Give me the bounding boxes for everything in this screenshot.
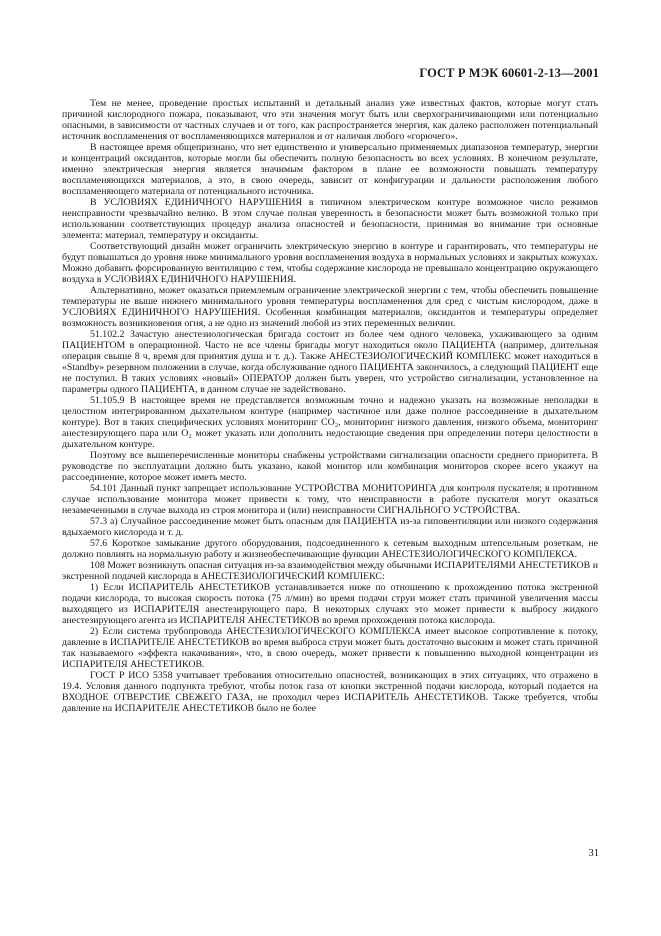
paragraph: 108 Может возникнуть опасная ситуация из-за взаимодействия между обычными ИСПАРИТЕЛЯМИ АНЕСТЕТИКОВ и экстренной подачей кислорода в АНЕСТЕЗИОЛОГИЧЕСКИЙ КОМПЛЕКС: bbox=[62, 560, 598, 582]
paragraph: Тем не менее, проведение простых испытаний и детальный анализ уже известных фактов, которые могут стать причиной кислородного пожара, показывают, что эти значения могут быть или сверхограничивающими или потенциально опасными, в зависимости от частных случаев и от того, как распространяется энергия, как далеко расположен потенциальный источник воспламенения от воспламеняющихся материалов и от наличия любого «горючего». bbox=[62, 98, 598, 142]
page-number: 31 bbox=[588, 848, 599, 859]
paragraph: 1) Если ИСПАРИТЕЛЬ АНЕСТЕТИКОВ устанавливается ниже по отношению к прохождению потока экстренной подачи кислорода, то высокая скорость потока (75 л/мин) во время подачи струи может стать причиной увеличения массы выходящего из ИСПАРИТЕЛЯ анестезирующего пара. В некоторых случаях это может привести к выбросу жидкого анестезирующего агента из ИСПАРИТЕЛЯ АНЕСТЕТИКОВ во время прохождения потока кислорода. bbox=[62, 582, 598, 626]
paragraph: 57.3 а) Случайное рассоединение может быть опасным для ПАЦИЕНТА из-за гиповентиляции или низкого содержания вдыхаемого кислорода и т. д. bbox=[62, 516, 598, 538]
paragraph: 57.6 Короткое замыкание другого оборудования, подсоединенного к сетевым выходным штепсельным розеткам, не должно повлиять на нормальную работу и жизнеобеспечивающие функции АНЕСТЕЗИОЛОГИЧЕСКОГО КОМПЛЕКСА. bbox=[62, 538, 598, 560]
paragraph: Поэтому все вышеперечисленные мониторы снабжены устройствами сигнализации опасности среднего приоритета. В руководстве по эксплуатации должно быть указано, какой монитор или комбинация мониторов скорее всего укажут на рассоединение, которое может иметь место. bbox=[62, 450, 598, 483]
paragraph: 51.102.2 Зачастую анестезиологическая бригада состоит из более чем одного человека, ухаживающего за одним ПАЦИЕНТОМ в операционной. Часто не все члены бригады могут находиться около ПАЦИЕНТА (например, длительная операция свыше 8 ч, время для принятия душа и т. д.). Также АНЕСТЕЗИОЛОГИЧЕСКИЙ КОМПЛЕКС может находиться в «Standby» резервном положении в случае, когда обслуживание одного ПАЦИЕНТА закончилось, а следующий ПАЦИЕНТ еще не поступил. В таких условиях «новый» ОПЕРАТОР должен быть уверен, что устройство сигнализации, установленное на параметры одного ПАЦИЕНТА, в данном случае не задействовано. bbox=[62, 329, 598, 395]
paragraph: 54.101 Данный пункт запрещает использование УСТРОЙСТВА МОНИТОРИНГА для контроля пускателя; в противном случае использование монитора может привести к тому, что неисправности в работе пускателя могут оказаться незамеченными в случае выхода из строя монитора и (или) неисправности СИГНАЛЬНОГО УСТРОЙСТВА. bbox=[62, 483, 598, 516]
body-text bbox=[62, 98, 598, 714]
paragraph: 2) Если система трубопровода АНЕСТЕЗИОЛОГИЧЕСКОГО КОМПЛЕКСА имеет высокое сопротивление к потоку, давление в ИСПАРИТЕЛЕ АНЕСТЕТИКОВ во время выброса струи может быть достаточно высоким и может стать причиной так называемого «эффекта накачивания», что, в свою очередь, может привести к повышению выходной концентрации из ИСПАРИТЕЛЯ АНЕСТЕТИКОВ. bbox=[62, 626, 598, 670]
paragraph: В настоящее время общепризнано, что нет единственно и универсально применяемых диапазонов температур, энергии и концентраций оксидантов, которые могли бы обеспечить полную безопасность во всех условиях. В конечном результате, именно электрическая энергия является значимым фактором в плане ее возможности повышать температуру воспламеняющихся материалов, а это, в свою очередь, зависит от конфигурации и дальности расположения любого воспламеняющего материала от потенциального источника. bbox=[62, 142, 598, 197]
paragraph: 51.105.9 В настоящее время не представляется возможным точно и надежно указать на возможные неполадки в целостном интегрированном дыхательном контуре (например частичное или даже полное рассоединение в дыхательном контуре). Вот в таких специфических условиях мониторинг CO₂, мониторинг низкого давления, низкого объема, мониторинг анестезирующего пара или O₂ может указать или дополнить недостающие сведения при определении потери целостности в дыхательном контуре. bbox=[62, 395, 598, 450]
paragraph: ГОСТ Р ИСО 5358 учитывает требования относительно опасностей, возникающих в этих ситуациях, что отражено в 19.4. Условия данного подпункта требуют, чтобы поток газа от кнопки экстренной подачи кислорода, который подается на ВХОДНОЕ ОТВЕРСТИЕ СВЕЖЕГО ГАЗА, не проходил через ИСПАРИТЕЛЬ АНЕСТЕТИКОВ. Также требуется, чтобы давление на ИСПАРИТЕЛЕ АНЕСТЕТИКОВ было не более bbox=[62, 670, 598, 714]
paragraph: Альтернативно, может оказаться приемлемым ограничение электрической энергии с тем, чтобы обеспечить повышение температуры не выше нижнего минимального уровня температуры воспламенения для сред с чистым кислородом, даже в УСЛОВИЯХ ЕДИНИЧНОГО НАРУШЕНИЯ. Особенная комбинация материалов, оксидантов и температуры определяет возможность возникновения огня, а не одно из значений любой из этих переменных величин. bbox=[62, 285, 598, 329]
paragraph: Соответствующий дизайн может ограничить электрическую энергию в контуре и гарантировать, что температуры не будут повышаться до уровня ниже минимального уровня воспламенения воздуха в нормальных условиях и закрытых кожухах. Можно добавить форсированную вентиляцию с тем, чтобы содержание кислорода не превышало концентрацию окружающего воздуха в УСЛОВИЯХ ЕДИНИЧНОГО НАРУШЕНИЯ. bbox=[62, 241, 598, 285]
standard-header: ГОСТ Р МЭК 60601-2-13—2001 bbox=[419, 66, 599, 80]
paragraph: В УСЛОВИЯХ ЕДИНИЧНОГО НАРУШЕНИЯ в типичном электрическом контуре возможное число режимов неисправности чрезвычайно велико. В этом случае полная уверенность в безопасности может быть возможной только при использовании соответствующих процедур анализа опасностей и безопасности, принимая во внимание три основные элемента: материал, температуру и оксиданты. bbox=[62, 197, 598, 241]
